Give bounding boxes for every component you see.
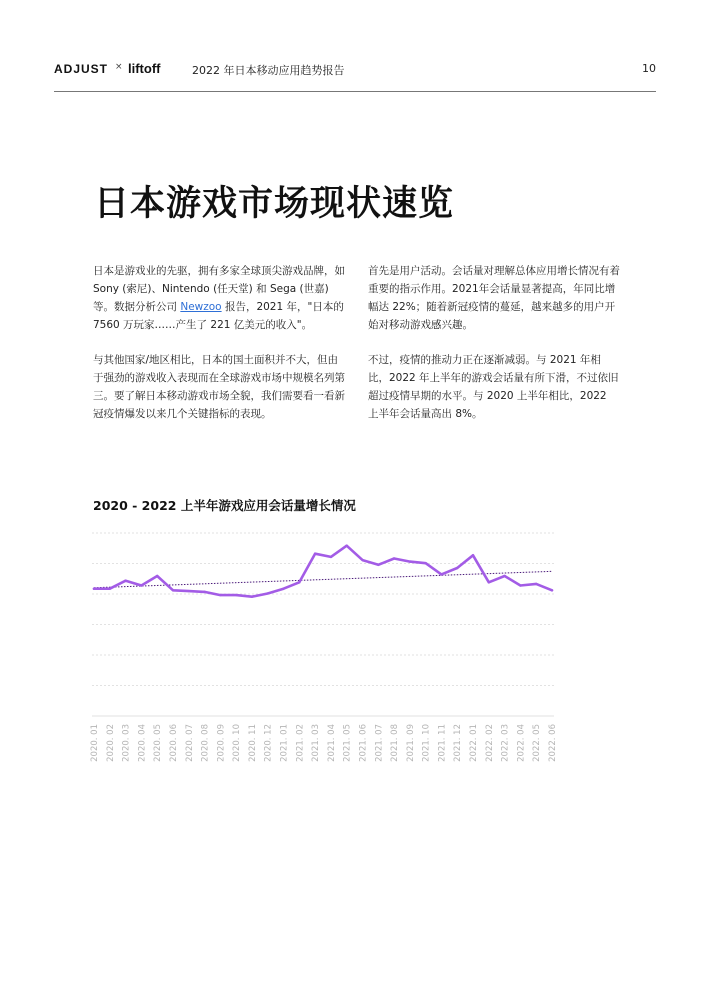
- newzoo-link[interactable]: Newzoo: [180, 301, 222, 313]
- x-tick-label: 2021. 03: [311, 724, 322, 762]
- x-tick-label: 2021. 07: [374, 724, 385, 762]
- adjust-logo: ADJUST: [54, 62, 109, 76]
- x-tick-label: 2021. 12: [453, 724, 464, 762]
- data-point: [203, 591, 205, 593]
- x-tick-label: 2021. 02: [295, 724, 306, 762]
- data-point: [409, 560, 411, 562]
- x-tick-label: 2020. 07: [184, 724, 195, 762]
- x-tick-label: 2021. 01: [279, 724, 290, 762]
- data-point: [535, 583, 537, 585]
- x-tick-label: 2020. 05: [153, 724, 164, 762]
- data-point: [93, 587, 95, 589]
- x-tick-label: 2022. 05: [532, 724, 543, 762]
- data-point: [235, 594, 237, 596]
- left-paragraph-1: 日本是游戏业的先驱，拥有多家全球顶尖游戏品牌，如 Sony (索尼)、Nintendo (任天堂) 和 Sega (世嘉) 等。数据分析公司 Newzoo 报告，2021 年，"日本的 7560 万玩家……产生了 221 亿美元的收入"。: [93, 265, 345, 331]
- chart-title: 2020 - 2022 上半年游戏应用会话量增长情况: [93, 498, 356, 513]
- x-tick-label: 2022. 01: [469, 724, 480, 762]
- x-tick-label: 2020. 04: [137, 724, 148, 762]
- left-column: [93, 262, 345, 440]
- right-paragraph-2: 不过，疫情的推动力正在逐渐减弱。与 2021 年相比，2022 年上半年的游戏会话量有所下滑，不过依旧超过疫情早期的水平。与 2020 上半年相比，2022 上半年会话量高出 8%。: [368, 354, 619, 420]
- data-point: [140, 584, 142, 586]
- data-point: [251, 595, 253, 597]
- data-point: [393, 557, 395, 559]
- page-header: [54, 62, 656, 80]
- x-tick-label: 2020. 02: [105, 724, 116, 762]
- x-tick-label: 2021. 09: [405, 724, 416, 762]
- data-point: [503, 575, 505, 577]
- x-tick-label: 2021. 08: [390, 724, 401, 762]
- data-point: [488, 581, 490, 583]
- data-point: [282, 587, 284, 589]
- page-number: 10: [642, 62, 656, 75]
- x-tick-label: 2020. 01: [90, 724, 100, 762]
- page-title: 日本游戏市场现状速览: [94, 184, 455, 224]
- data-point: [267, 592, 269, 594]
- x-tick-label: 2022. 03: [500, 724, 511, 762]
- report-title: 2022 年日本移动应用趋势报告: [192, 64, 345, 77]
- x-tick-label: 2020. 10: [232, 724, 243, 762]
- x-tick-label: 2020. 08: [200, 724, 211, 762]
- x-tick-label: 2021. 04: [326, 724, 337, 762]
- x-tick-label: 2022. 06: [548, 724, 558, 762]
- header-divider: [54, 91, 656, 92]
- data-point: [440, 573, 442, 575]
- data-point: [456, 567, 458, 569]
- x-tick-label: 2022. 02: [484, 724, 495, 762]
- x-tick-label: 2020. 09: [216, 724, 227, 762]
- data-point: [424, 562, 426, 564]
- data-point: [519, 584, 521, 586]
- data-point: [298, 581, 300, 583]
- brand-separator: ×: [115, 62, 123, 72]
- trend-line: [94, 571, 552, 587]
- x-tick-label: 2020. 11: [247, 724, 258, 762]
- data-point: [124, 580, 126, 582]
- x-tick-label: 2021. 10: [421, 724, 432, 762]
- data-point: [188, 590, 190, 592]
- session-series-line: [94, 546, 552, 597]
- data-point: [109, 587, 111, 589]
- right-column: [368, 262, 620, 440]
- x-tick-label: 2020. 03: [121, 724, 132, 762]
- left-paragraph-2: 与其他国家/地区相比，日本的国土面积并不大，但由于强劲的游戏收入表现而在全球游戏市场中规模名列第三。要了解日本移动游戏市场全貌，我们需要看一看新冠疫情爆发以来几个关键指标的表现。: [93, 354, 345, 420]
- x-tick-label: 2020. 12: [263, 724, 274, 762]
- x-tick-label: 2020. 06: [168, 724, 179, 762]
- data-point: [219, 594, 221, 596]
- right-paragraph-1: 首先是用户活动。会话量对理解总体应用增长情况有着重要的指示作用。2021年会话量显著提高，年同比增幅达 22%；随着新冠疫情的蔓延，越来越多的用户开始对移动游戏感兴趣。: [368, 265, 620, 331]
- data-point: [361, 559, 363, 561]
- data-point: [377, 564, 379, 566]
- data-point: [345, 545, 347, 547]
- data-point: [551, 589, 553, 591]
- data-point: [172, 589, 174, 591]
- x-tick-label: 2022. 04: [516, 724, 527, 762]
- data-point: [314, 552, 316, 554]
- x-tick-label: 2021. 05: [342, 724, 353, 762]
- liftoff-logo: liftoff: [128, 61, 161, 76]
- data-point: [156, 575, 158, 577]
- x-tick-label: 2021. 11: [437, 724, 448, 762]
- data-point: [472, 554, 474, 556]
- x-tick-label: 2021. 06: [358, 724, 369, 762]
- data-point: [330, 556, 332, 558]
